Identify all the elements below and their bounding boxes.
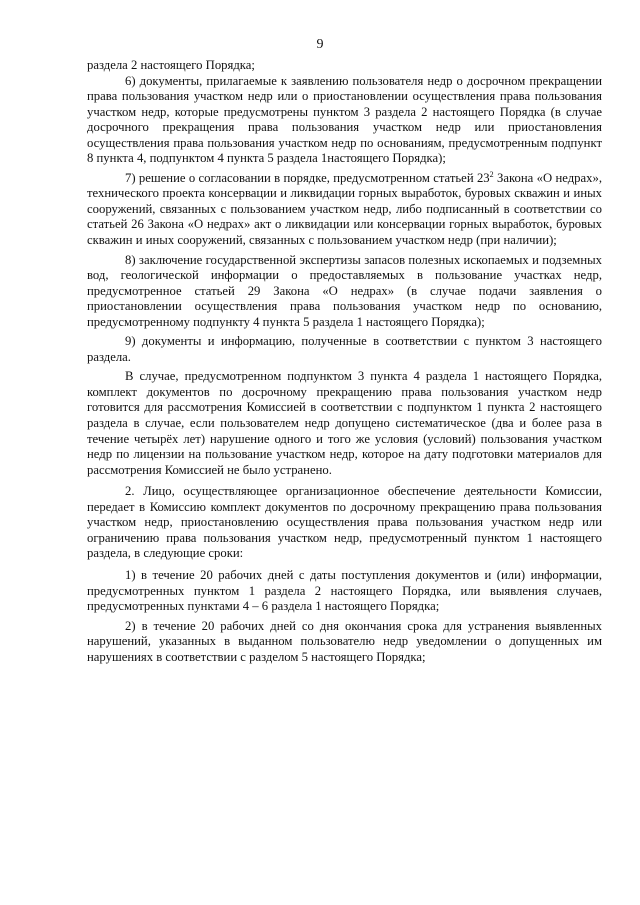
document-body	[87, 58, 602, 665]
page-number: 9	[316, 37, 324, 52]
list-item-6: 6) документы, прилагаемые к заявлению пользователя недр о досрочном прекращении права пользования участком недр или о приостановлении осуществления права пользования участком недр, которые предусмотрены пунктом 3 раздела 2 настоящего Порядка (в случае досрочного прекращения права пользования участком недр или приостановления осуществления права пользования участком недр по основаниям, предусмотренным подпункт 8 пункта 4, подпунктом 4 пункта 5 раздела 1настоящего Порядка);	[87, 73, 602, 166]
deadline-item-1: 1) в течение 20 рабочих дней с даты поступления документов и (или) информации, предусмотренных пунктом 1 раздела 2 настоящего Порядка, или выявления случаев, предусмотренных пунктами 4 – 6 раздела 1 настоящего Порядка;	[87, 567, 602, 614]
list-item-7-superscript: 2	[489, 169, 494, 179]
list-item-7-text-after: Закона «О недрах», технического проекта консервации и ликвидации горных выработок, буровых скважин и иных сооружений, связанных с пользованием участком недр, либо подписанный в соответствии со статьей 26 Закона «О недрах» акт о ликвидации или консервации горных выработок, буровых скважин и иных сооружений, связанных с пользованием участком недр (при наличии);	[87, 170, 602, 248]
section-item-2: 2. Лицо, осуществляющее организационное обеспечение деятельности Комиссии, передает в Комиссию комплект документов по досрочному прекращению права пользования участком недр, приостановлению осуществления права пользования участком недр или ограничению права пользования участком недр, предусмотренный пунктом 1 настоящего раздела, в следующие сроки:	[87, 484, 602, 561]
list-item-7	[87, 171, 602, 249]
list-item-8: 8) заключение государственной экспертизы запасов полезных ископаемых и подземных вод, геологической информации о предоставляемых в пользование участках недр, предусмотренное статьей 29 Закона «О недрах» (в случае подачи заявления о приостановлении осуществления права пользования участком недр по основанию, предусмотренному подпункту 4 пункта 5 раздела 1 настоящего Порядка);	[87, 252, 602, 329]
paragraph-continuation: раздела 2 настоящего Порядка;	[87, 58, 255, 72]
list-item-9: 9) документы и информацию, полученные в соответствии с пунктом 3 настоящего раздела.	[87, 334, 602, 364]
paragraph-case: В случае, предусмотренном подпунктом 3 пункта 4 раздела 1 настоящего Порядка, комплект документов по досрочному прекращению права пользования участком недр готовится для рассмотрения Комиссией в соответствии с подпунктом 1 пункта 2 настоящего раздела в случае, если пользователем недр допущено систематическое (два и более раза в течение четырёх лет) нарушение одного и того же условия (условий) пользования участком недр по лицензии на пользование участком недр, которое на дату подготовки материалов для рассмотрения Комиссией не было устранено.	[87, 369, 602, 477]
deadline-item-2: 2) в течение 20 рабочих дней со дня окончания срока для устранения выявленных нарушений, указанных в выданном пользователю недр уведомлении о допущенных им нарушениях в соответствии с разделом 5 настоящего Порядка;	[87, 618, 602, 664]
list-item-7-text-before: 7) решение о согласовании в порядке, предусмотренном статьей 23	[125, 170, 490, 185]
